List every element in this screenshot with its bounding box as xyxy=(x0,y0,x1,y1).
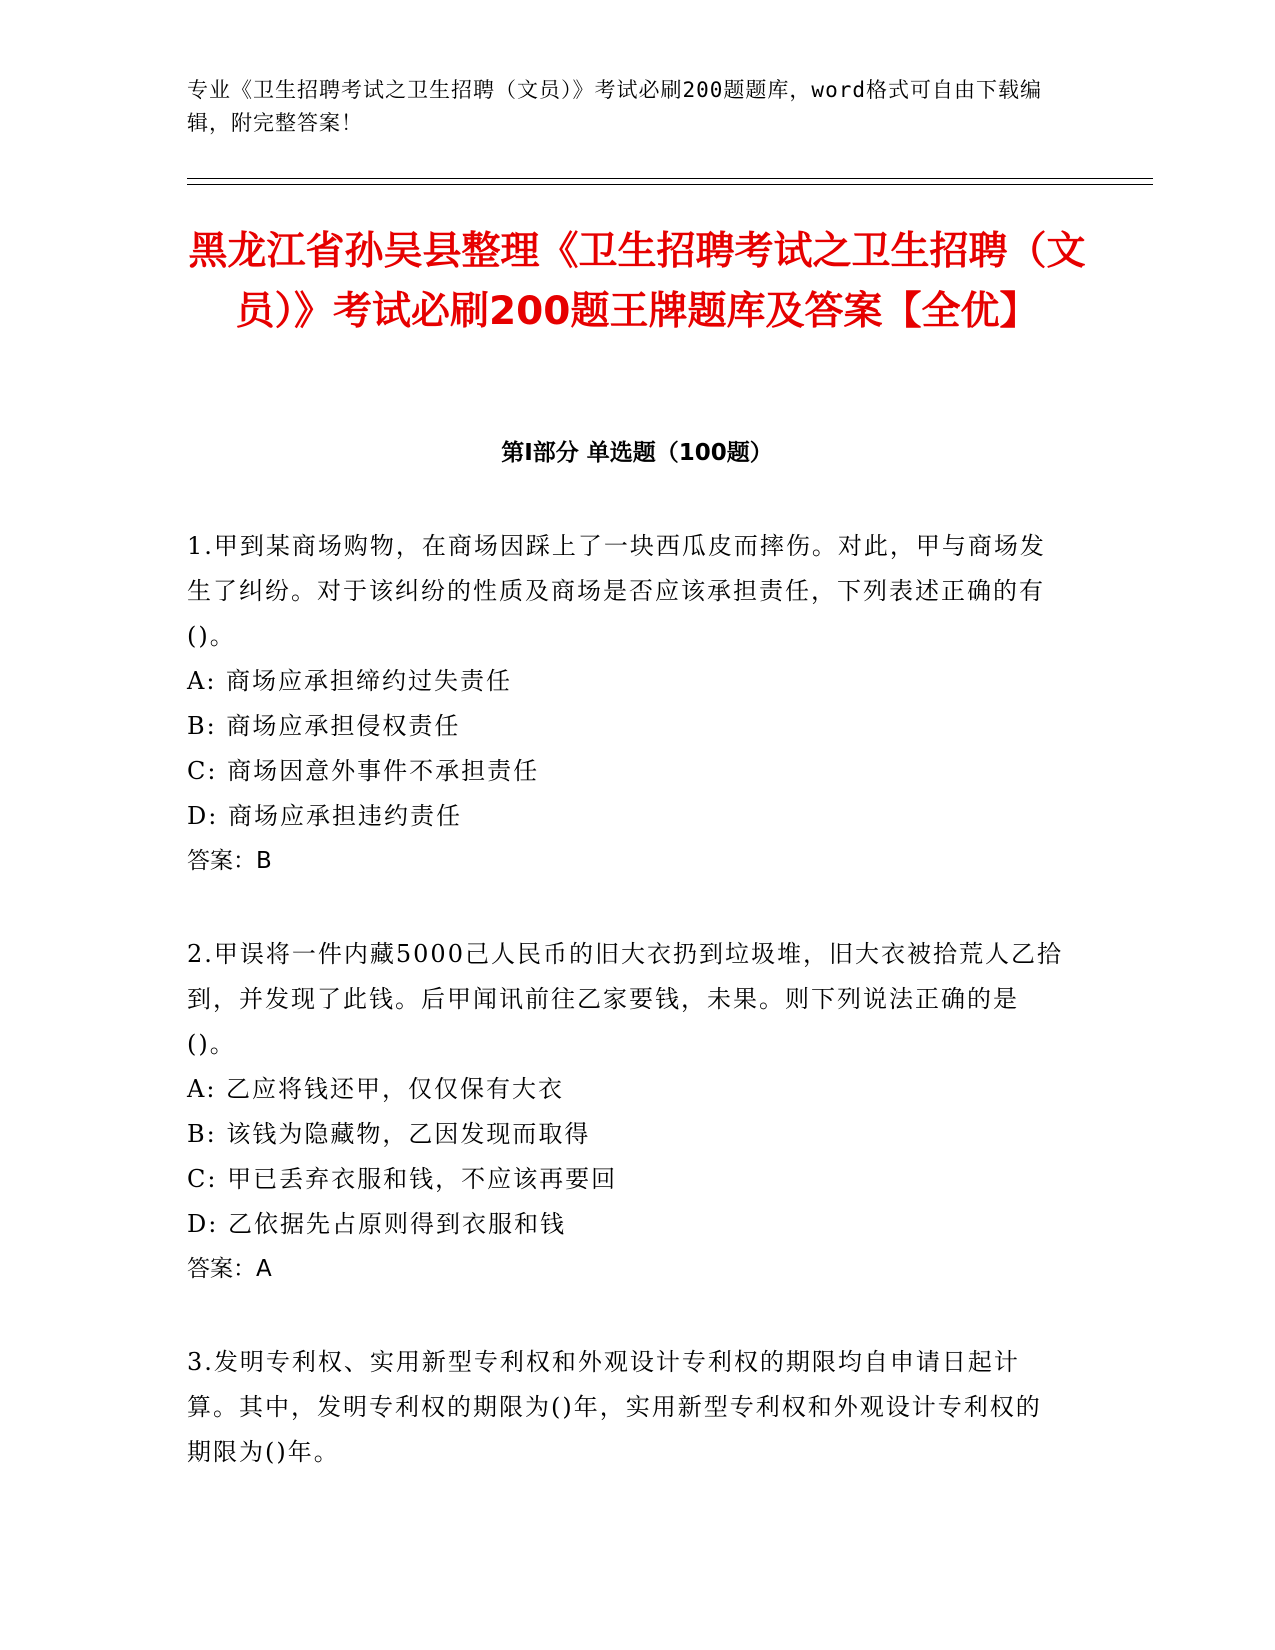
question-stem: 2.甲误将一件内藏5000己人民币的旧大衣扔到垃圾堆，旧大衣被拾荒人乙拾到，并发现了此钱。后甲闻讯前往乙家要钱，未果。则下列说法正确的是()。 xyxy=(187,940,1063,1058)
answer-line: 答案：B xyxy=(187,848,272,874)
document-title: 黑龙江省孙吴县整理《卫生招聘考试之卫生招聘（文员）》考试必刷200题王牌题库及答案【全优】 xyxy=(188,229,1086,334)
option-a: A: 商场应承担缔约过失责任 xyxy=(187,667,513,695)
header-divider-top xyxy=(187,178,1153,179)
question-stem: 3.发明专利权、实用新型专利权和外观设计专利权的期限均自申请日起计算。其中，发明专利权的期限为()年，实用新型专利权和外观设计专利权的期限为()年。 xyxy=(187,1348,1042,1466)
question-2 xyxy=(187,932,1067,1292)
question-stem: 1.甲到某商场购物，在商场因踩上了一块西瓜皮而摔伤。对此，甲与商场发生了纠纷。对于该纠纷的性质及商场是否应该承担责任，下列表述正确的有()。 xyxy=(187,532,1046,650)
option-c: C: 商场因意外事件不承担责任 xyxy=(187,757,540,785)
option-d: D: 乙依据先占原则得到衣服和钱 xyxy=(187,1210,566,1238)
option-c: C: 甲已丢弃衣服和钱，不应该再要回 xyxy=(187,1165,618,1193)
question-3 xyxy=(187,1340,1067,1475)
answer-line: 答案：A xyxy=(187,1256,272,1282)
option-b: B: 商场应承担侵权责任 xyxy=(187,712,461,740)
header-divider-bottom xyxy=(187,184,1153,185)
option-a: A: 乙应将钱还甲，仅仅保有大衣 xyxy=(187,1075,565,1103)
option-b: B: 该钱为隐藏物，乙因发现而取得 xyxy=(187,1120,591,1148)
question-1 xyxy=(187,524,1067,884)
header-note: 专业《卫生招聘考试之卫生招聘（文员）》考试必刷200题题库，word格式可自由下载编辑，附完整答案！ xyxy=(187,78,1042,135)
option-d: D: 商场应承担违约责任 xyxy=(187,802,462,830)
section-heading: 第Ⅰ部分 单选题（100题） xyxy=(501,440,773,466)
